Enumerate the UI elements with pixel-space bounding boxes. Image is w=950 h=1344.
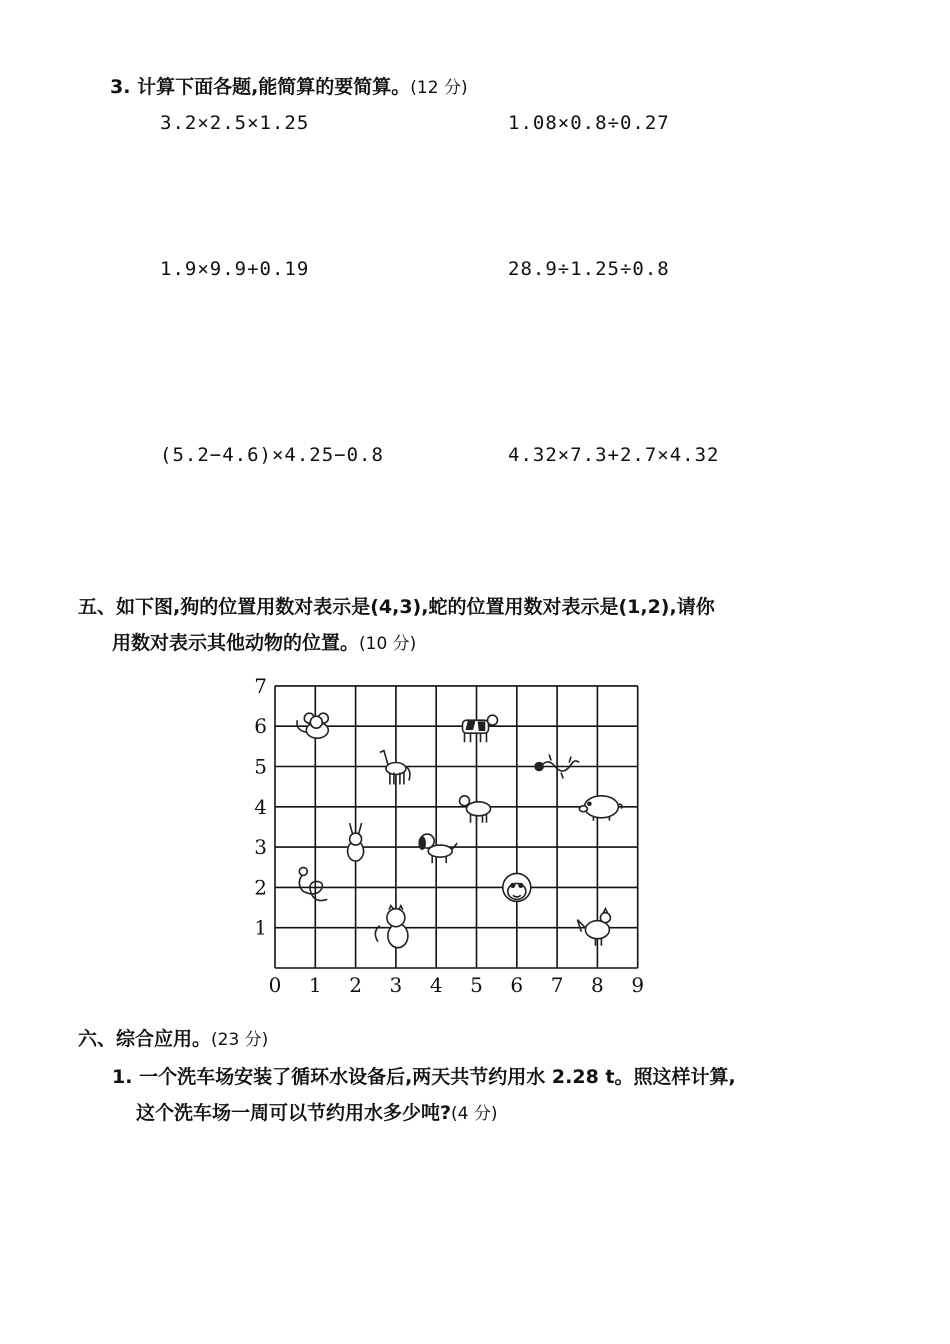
section6-q1-line2-wrap [136, 1098, 498, 1125]
section6-q1-line1-wrap [112, 1062, 736, 1089]
expression-6: 4.32×7.3+2.7×4.32 [508, 444, 720, 466]
pig-icon [579, 796, 622, 821]
x-tick-label: 7 [550, 973, 564, 997]
expression-5: (5.2−4.6)×4.25−0.8 [160, 444, 384, 466]
section6-q1-score: (4 分) [451, 1104, 498, 1124]
sheep-icon [460, 796, 491, 823]
expression-2: 1.08×0.8÷0.27 [508, 112, 670, 134]
section6-title: 六、综合应用。 [78, 1028, 212, 1050]
q3-heading [110, 72, 468, 99]
x-tick-label: 4 [429, 973, 443, 997]
x-tick-label: 9 [631, 973, 645, 997]
section5-line2-wrap [112, 628, 416, 655]
q3-title: 计算下面各题,能简算的要简算。 [137, 76, 411, 98]
monkey-icon [503, 873, 531, 901]
section6-q1-line1: 一个洗车场安装了循环水设备后,两天共节约用水 2.28 t。照这样计算, [139, 1066, 736, 1088]
section5-line2: 用数对表示其他动物的位置。 [112, 632, 360, 654]
expression-3: 1.9×9.9+0.19 [160, 258, 310, 280]
cow-icon [463, 715, 498, 742]
x-tick-label: 3 [389, 973, 403, 997]
y-tick-label: 1 [254, 915, 267, 940]
y-tick-label: 4 [254, 794, 267, 819]
y-tick-label: 5 [254, 754, 267, 779]
x-tick-label: 5 [470, 973, 483, 997]
q3-number: 3. [110, 76, 131, 98]
dog-icon [419, 834, 457, 863]
y-tick-label: 2 [254, 875, 267, 900]
section5-score: (10 分) [359, 634, 417, 654]
section6-q1-number: 1. [112, 1066, 133, 1088]
animal-grid-chart [250, 672, 670, 1002]
y-tick-label: 7 [254, 673, 267, 698]
x-tick-label: 1 [308, 973, 322, 997]
expression-1: 3.2×2.5×1.25 [160, 112, 310, 134]
section5-line1: 五、如下图,狗的位置用数对表示是(4,3),蛇的位置用数对表示是(1,2),请你 [78, 596, 715, 618]
expression-4: 28.9÷1.25÷0.8 [508, 258, 670, 280]
section6-heading [78, 1024, 268, 1051]
x-tick-label: 6 [510, 973, 524, 997]
section6-score: (23 分) [211, 1030, 269, 1050]
section6-q1-line2: 这个洗车场一周可以节约用水多少吨? [136, 1102, 452, 1124]
x-tick-label: 2 [349, 973, 362, 997]
grid-svg [250, 672, 670, 1002]
y-tick-label: 3 [254, 835, 267, 860]
x-tick-label: 8 [591, 973, 604, 997]
y-tick-label: 6 [254, 714, 267, 739]
x-tick-label: 0 [268, 973, 282, 997]
horse-icon [380, 751, 410, 785]
tiger-icon [375, 906, 408, 948]
snake-icon [299, 867, 327, 900]
q3-score: (12 分) [410, 78, 468, 98]
